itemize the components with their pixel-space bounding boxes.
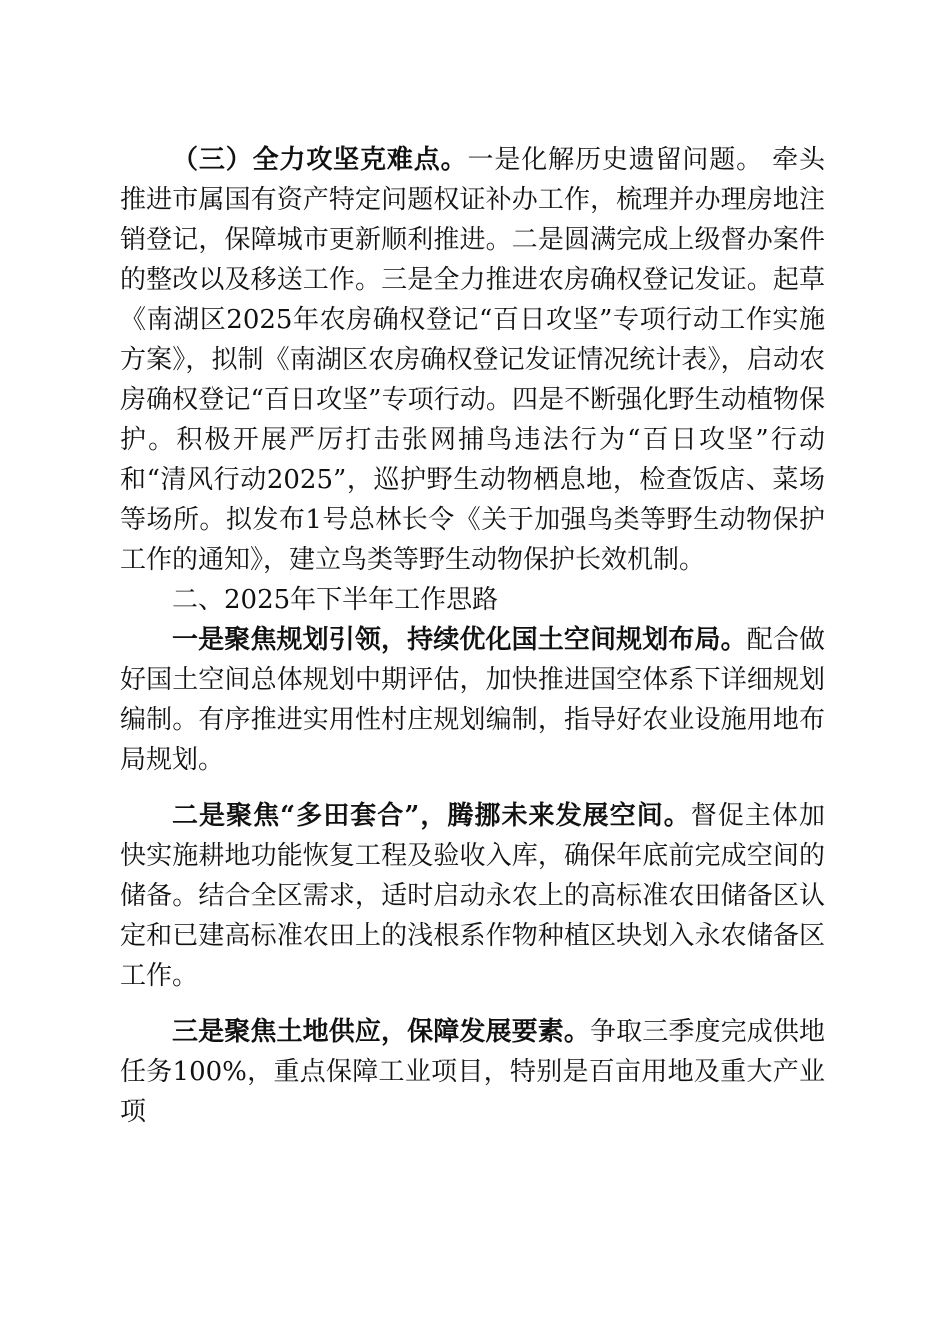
paragraph-text: 一是化解历史遗留问题。 牵头推进市属国有资产特定问题权证补办工作，梳理并办理房地注销登记，保障城市更新顺利推进。二是圆满完成上级督办案件的整改以及移送工作。三是全力推进农房确权登记发证。起草《南湖区2025年农房确权登记“百日攻坚”专项行动工作实施方案》，拟制《南湖区农房确权登记发证情况统计表》，启动农房确权登记“百日攻坚”专项行动。四是不断强化野生动植物保护。积极开展严厉打击张网捕鸟违法行为“百日攻坚”行动和“清风行动2025”，巡护野生动物栖息地，检查饭店、菜场等场所。拟发布1号总林长令《关于加强鸟类等野生动物保护工作的通知》，建立鸟类等野生动物保护长效机制。 bbox=[120, 145, 825, 575]
point-two bbox=[120, 796, 825, 996]
point-one bbox=[120, 620, 825, 780]
document-body bbox=[120, 140, 825, 1132]
paragraph-lead: （三）全力攻坚克难点。 bbox=[172, 145, 468, 175]
point-lead: 二是聚焦“多田套合”，腾挪未来发展空间。 bbox=[172, 801, 691, 831]
point-text: 争取三季度完成供地任务100%，重点保障工业项目，特别是百亩用地及重大产业项 bbox=[120, 1017, 825, 1127]
point-text: 督促主体加快实施耕地功能恢复工程及验收入库，确保年底前完成空间的储备。结合全区需求，适时启动永农上的高标准农田储备区认定和已建高标准农田上的浅根系作物种植区块划入永农储备区工作。 bbox=[120, 801, 825, 991]
paragraph-part-three bbox=[120, 140, 825, 580]
point-text: 配合做好国土空间总体规划中期评估，加快推进国空体系下详细规划编制。有序推进实用性村庄规划编制，指导好农业设施用地布局规划。 bbox=[120, 625, 825, 775]
point-lead: 三是聚焦土地供应，保障发展要素。 bbox=[172, 1017, 590, 1047]
section-heading: 二、2025年下半年工作思路 bbox=[172, 585, 499, 615]
point-lead: 一是聚焦规划引领，持续优化国土空间规划布局。 bbox=[172, 625, 747, 655]
point-three bbox=[120, 1012, 825, 1132]
